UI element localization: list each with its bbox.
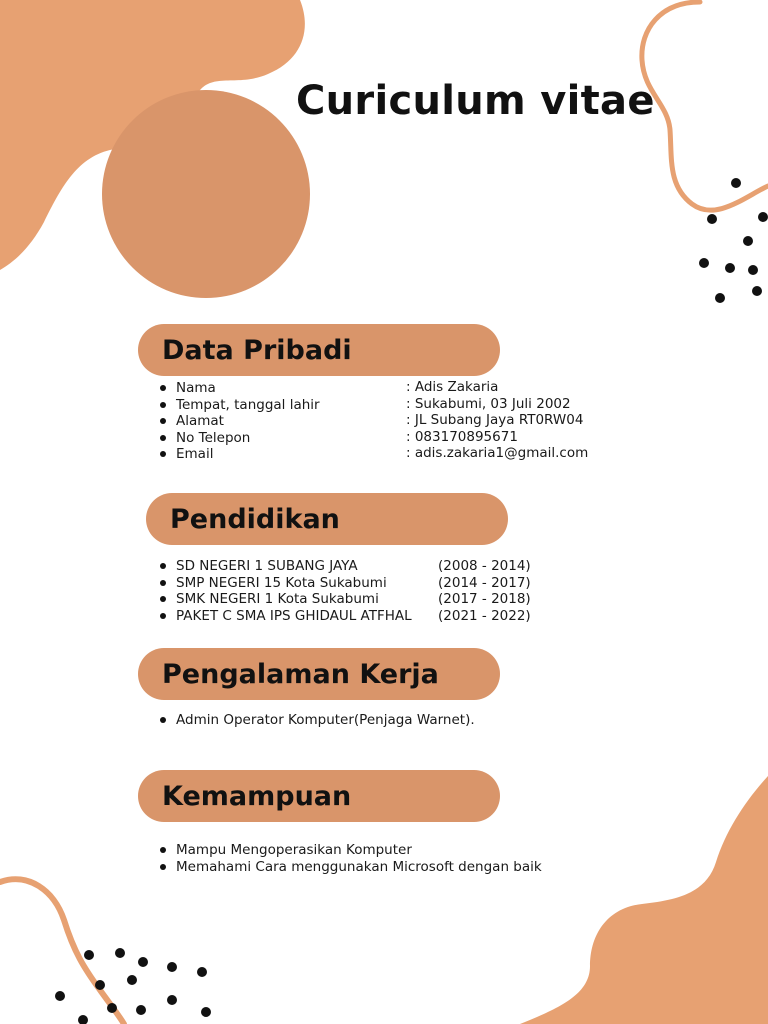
page-title: Curiculum vitae — [296, 78, 655, 124]
bottom-right-blob — [520, 776, 768, 1024]
education-school: SMK NEGERI 1 Kota Sukabumi — [176, 591, 379, 607]
skills-item: Memahami Cara menggunakan Microsoft dengan baik — [158, 859, 542, 876]
personal-label-birth: Tempat, tanggal lahir — [158, 397, 320, 414]
education-school: SD NEGERI 1 SUBANG JAYA — [176, 558, 358, 574]
personal-value-name: : Adis Zakaria — [406, 379, 499, 395]
education-years: (2017 - 2018) — [438, 591, 531, 607]
section-header-personal — [138, 324, 500, 376]
bottom-left-squiggle — [0, 879, 124, 1024]
experience-item: Admin Operator Komputer(Penjaga Warnet). — [158, 712, 475, 729]
experience-list — [158, 712, 475, 729]
skills-item: Mampu Mengoperasikan Komputer — [158, 842, 542, 859]
personal-label-address: Alamat — [158, 413, 320, 430]
education-heading: Pendidikan — [170, 503, 340, 535]
personal-heading: Data Pribadi — [162, 334, 352, 366]
education-item — [158, 591, 531, 608]
section-header-experience — [138, 648, 500, 700]
skills-heading: Kemampuan — [162, 780, 352, 812]
section-header-education — [146, 493, 508, 545]
personal-label-phone: No Telepon — [158, 430, 320, 447]
personal-label-name: Nama — [158, 380, 320, 397]
section-header-skills — [138, 770, 500, 822]
education-school: PAKET C SMA IPS GHIDAUL ATFHAL — [176, 607, 412, 624]
personal-value-phone: : 083170895671 — [406, 428, 518, 445]
education-years: (2008 - 2014) — [438, 558, 531, 574]
education-item — [158, 558, 531, 575]
education-item — [158, 574, 531, 592]
skills-list — [158, 842, 542, 875]
experience-heading: Pengalaman Kerja — [162, 658, 439, 690]
personal-info — [158, 379, 658, 463]
personal-value-email: : adis.zakaria1@gmail.com — [406, 445, 589, 461]
education-list — [158, 558, 578, 626]
personal-value-birth: : Sukabumi, 03 Juli 2002 — [406, 395, 571, 412]
education-item — [158, 607, 531, 625]
personal-label-email: Email — [158, 446, 320, 463]
decorative-circle — [102, 90, 310, 298]
education-years: (2014 - 2017) — [438, 574, 531, 591]
education-school: SMP NEGERI 15 Kota Sukabumi — [176, 574, 387, 591]
education-years: (2021 - 2022) — [438, 607, 531, 624]
top-right-dots — [699, 178, 768, 303]
top-right-squiggle — [642, 2, 768, 210]
personal-value-address: : JL Subang Jaya RT0RW04 — [406, 412, 584, 428]
